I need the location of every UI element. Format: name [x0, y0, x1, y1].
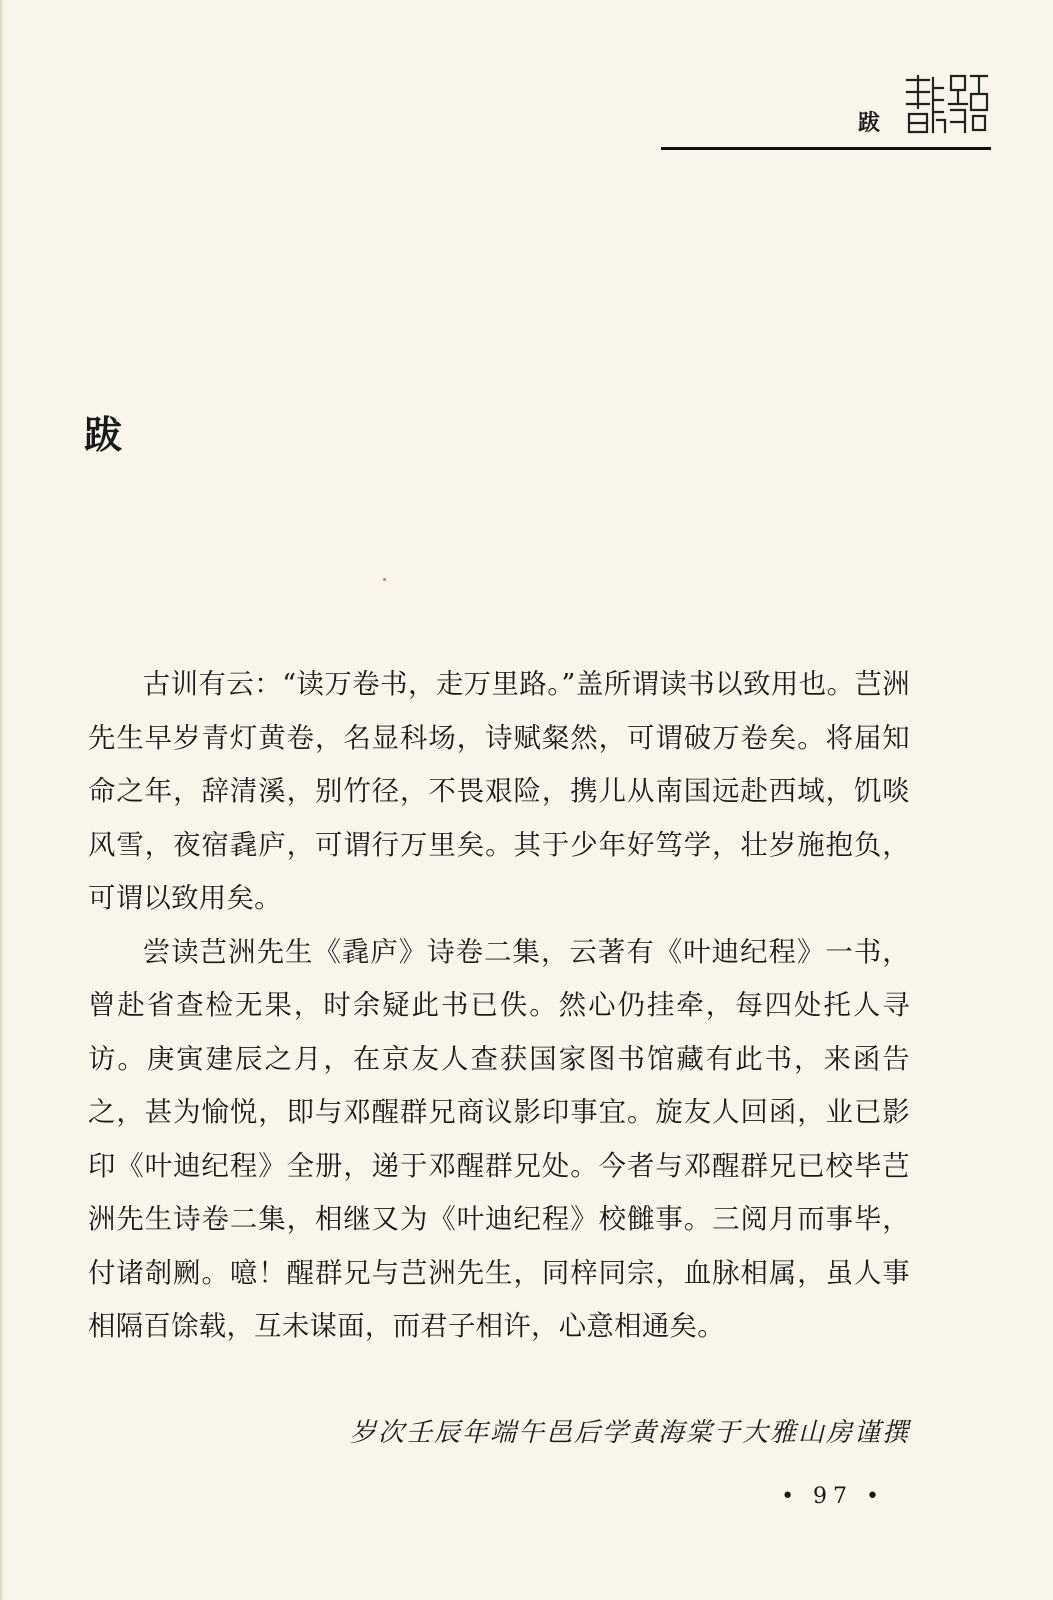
stray-ink-mark: [383, 578, 386, 581]
running-title: 跋: [857, 111, 881, 136]
chapter-title: 跋: [84, 413, 123, 458]
page-number: • 97 •: [781, 1484, 885, 1509]
paragraph-2: 尝读芑洲先生《毳庐》诗卷二集，云著有《叶迪纪程》一书，曾赴省查检无果，时余疑此书已佚。然心仍挂牵，每四处托人寻访。庚寅建辰之月，在京友人查获国家图书馆藏有此书，来函告之，甚为愉悦，即与邓醒群兄商议影印事宜。旋友人回函，业已影印《叶迪纪程》全册，递于邓醒群兄处。今者与邓醒群兄已校毕芑洲先生诗卷二集，相继又为《叶迪纪程》校雠事。三阅月而事毕，付诸剞劂。噫！醒群兄与芑洲先生，同梓同宗，血脉相属，虽人事相隔百馀载，互未谋面，而君子相许，心意相通矣。: [88, 936, 910, 1342]
body-text: [88, 658, 910, 1354]
page-edge: [0, 0, 4, 1600]
header-rule: [661, 147, 991, 150]
running-header: [661, 70, 991, 150]
paragraph-1: 古训有云：“读万卷书，走万里路。”盖所谓读书以致用也。芑洲先生早岁青灯黄卷，名显科场，诗赋粲然，可谓破万卷矣。将届知命之年，辞清溪，别竹径，不畏艰险，携儿从南国远赴西域，饥啖风雪，夜宿毳庐，可谓行万里矣。其于少年好笃学，壮岁施抱负，可谓以致用矣。: [88, 669, 910, 914]
seal-stamp-icon: [903, 70, 991, 136]
author-signature: 岁次壬辰年端午邑后学黄海棠于大雅山房谨撰: [349, 1418, 910, 1448]
